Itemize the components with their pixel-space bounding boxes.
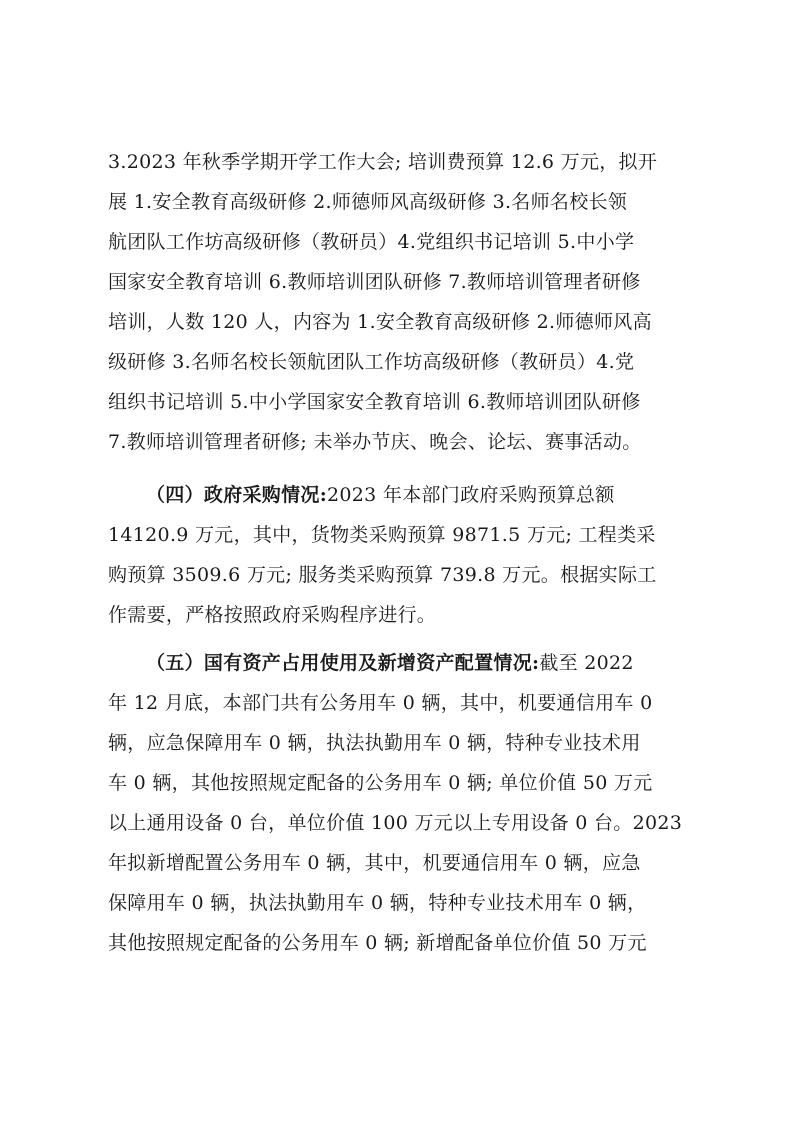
text-line: 车 0 辆，其他按照规定配备的公务用车 0 辆; 单位价值 50 万元 [108, 772, 653, 794]
section-4-heading: （四）政府采购情况: [146, 484, 328, 506]
text-line: 7.教师培训管理者研修; 未举办节庆、晚会、论坛、赛事活动。 [108, 431, 642, 453]
section-5-first-line [146, 644, 634, 682]
text-line: 组织书记培训 5.中小学国家安全教育培训 6.教师培训团队研修 [108, 391, 641, 413]
section-5-first-text: 截至 2022 [539, 652, 634, 674]
text-line: 3.2023 年秋季学期开学工作大会; 培训费预算 12.6 万元，拟开 [108, 151, 658, 173]
text-line: 培训，人数 120 人，内容为 1.安全教育高级研修 2.师德师风高 [108, 311, 652, 333]
text-line: 展 1.安全教育高级研修 2.师德师风高级研修 3.名师名校长领 [108, 191, 628, 213]
text-line: 级研修 3.名师名校长领航团队工作坊高级研修（教研员）4.党 [108, 351, 635, 373]
text-line: 年拟新增配置公务用车 0 辆，其中，机要通信用车 0 辆，应急 [108, 852, 641, 874]
text-line: 以上通用设备 0 台，单位价值 100 万元以上专用设备 0 台。2023 [108, 812, 683, 834]
text-line: 14120.9 万元，其中，货物类采购预算 9871.5 万元; 工程类采 [108, 524, 656, 546]
text-line: 其他按照规定配备的公务用车 0 辆; 新增配备单位价值 50 万元 [108, 932, 647, 954]
text-line: 年 12 月底，本部门共有公务用车 0 辆，其中，机要通信用车 0 [108, 692, 653, 714]
text-line: 作需要，严格按照政府采购程序进行。 [108, 604, 437, 626]
text-line: 购预算 3509.6 万元; 服务类采购预算 739.8 万元。根据实际工 [108, 564, 657, 586]
text-line: 国家安全教育培训 6.教师培训团队研修 7.教师培训管理者研修 [108, 271, 641, 293]
text-line: 辆，应急保障用车 0 辆，执法执勤用车 0 辆，特种专业技术用 [108, 732, 641, 754]
text-line: 航团队工作坊高级研修（教研员）4.党组织书记培训 5.中小学 [108, 231, 635, 253]
section-5-heading: （五）国有资产占用使用及新增资产配置情况: [146, 652, 540, 674]
section-4-first-text: 2023 年本部门政府采购预算总额 [327, 484, 615, 506]
section-4-first-line [146, 476, 615, 514]
text-line: 保障用车 0 辆，执法执勤用车 0 辆，特种专业技术用车 0 辆， [108, 892, 647, 914]
